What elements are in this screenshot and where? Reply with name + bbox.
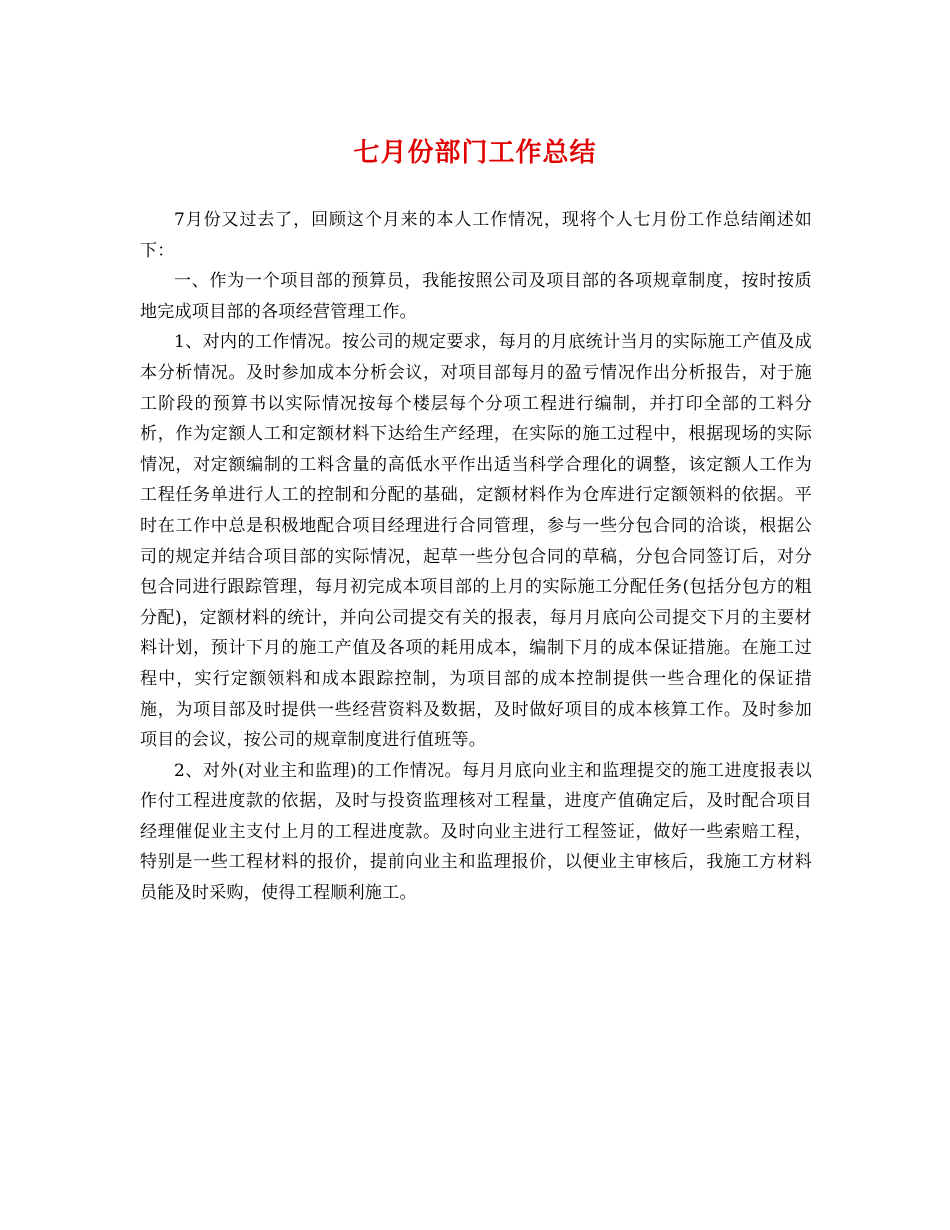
document-body [140, 205, 812, 909]
section-one-paragraph: 一、作为一个项目部的预算员，我能按照公司及项目部的各项规章制度，按时按质地完成项目部的各项经营管理工作。 [140, 271, 812, 322]
internal-work-paragraph: 1、对内的工作情况。按公司的规定要求，每月的月底统计当月的实际施工产值及成本分析情况。及时参加成本分析会议，对项目部每月的盈亏情况作出分析报告，对于施工阶段的预算书以实际情况按每个楼层每个分项工程进行编制，并打印全部的工料分析，作为定额人工和定额材料下达给生产经理，在实际的施工过程中，根据现场的实际情况，对定额编制的工料含量的高低水平作出适当科学合理化的调整，该定额人工作为工程任务单进行人工的控制和分配的基础，定额材料作为仓库进行定额领料的依据。平时在工作中总是积极地配合项目经理进行合同管理，参与一些分包合同的洽谈，根据公司的规定并结合项目部的实际情况，起草一些分包合同的草稿，分包合同签订后，对分包合同进行跟踪管理，每月初完成本项目部的上月的实际施工分配任务(包括分包方的粗分配)，定额材料的统计，并向公司提交有关的报表，每月月底向公司提交下月的主要材料计划，预计下月的施工产值及各项的耗用成本，编制下月的成本保证措施。在施工过程中，实行定额领料和成本跟踪控制，为项目部的成本控制提供一些合理化的保证措施，为项目部及时提供一些经营资料及数据，及时做好项目的成本核算工作。及时参加项目的会议，按公司的规章制度进行值班等。 [140, 332, 812, 751]
intro-paragraph: 7月份又过去了，回顾这个月来的本人工作情况，现将个人七月份工作总结阐述如下： [140, 210, 812, 261]
document-title: 七月份部门工作总结 [353, 138, 597, 168]
external-work-paragraph: 2、对外(对业主和监理)的工作情况。每月月底向业主和监理提交的施工进度报表以作付工程进度款的依据，及时与投资监理核对工程量，进度产值确定后，及时配合项目经理催促业主支付上月的工程进度款。及时向业主进行工程签证，做好一些索赔工程，特别是一些工程材料的报价，提前向业主和监理报价，以便业主审核后，我施工方材料员能及时采购，使得工程顺利施工。 [140, 760, 812, 904]
